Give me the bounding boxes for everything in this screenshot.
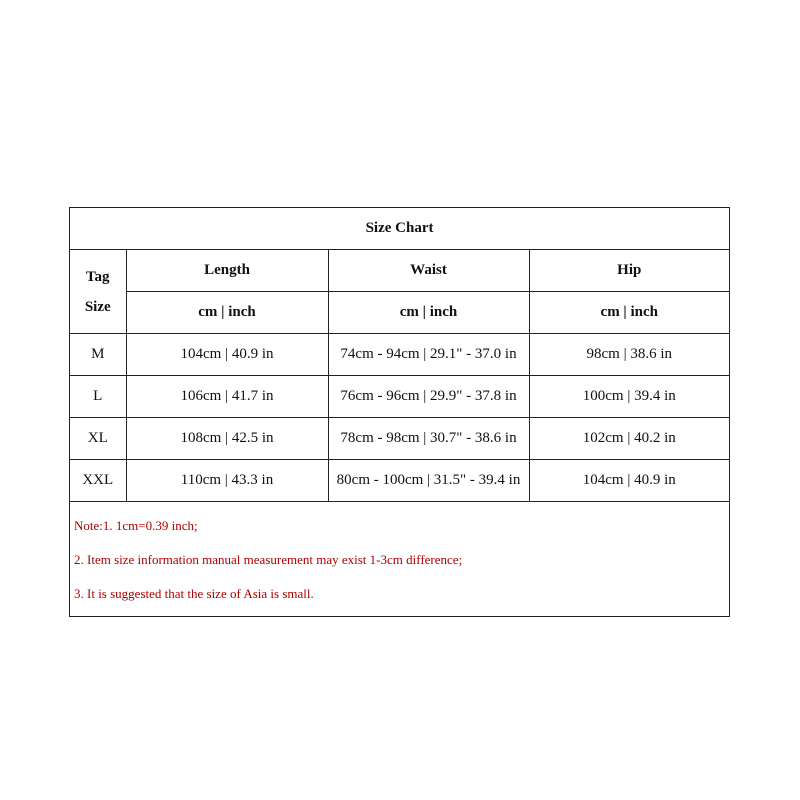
note-line-1: Note:1. 1cm=0.39 inch; bbox=[74, 518, 198, 533]
hip-cell: 100cm | 39.4 in bbox=[529, 376, 729, 418]
note-line-2: 2. Item size information manual measurement may exist 1-3cm difference; bbox=[74, 552, 463, 567]
table-row bbox=[70, 418, 729, 460]
length-cell: 104cm | 40.9 in bbox=[126, 334, 328, 376]
size-chart bbox=[69, 207, 730, 617]
size-table bbox=[70, 208, 729, 502]
table-row bbox=[70, 460, 729, 502]
note-line-3: 3. It is suggested that the size of Asia is small. bbox=[74, 586, 314, 601]
size-cell: XL bbox=[70, 418, 126, 460]
length-cell: 110cm | 43.3 in bbox=[126, 460, 328, 502]
header-row bbox=[70, 250, 729, 292]
waist-cell: 74cm - 94cm | 29.1" - 37.0 in bbox=[328, 334, 529, 376]
size-cell: M bbox=[70, 334, 126, 376]
column-header-length: Length bbox=[126, 250, 328, 292]
chart-title: Size Chart bbox=[70, 208, 729, 250]
size-cell: L bbox=[70, 376, 126, 418]
unit-label-hip: cm | inch bbox=[529, 292, 729, 334]
tag-size-header bbox=[70, 250, 126, 334]
unit-label-length: cm | inch bbox=[126, 292, 328, 334]
column-header-hip: Hip bbox=[529, 250, 729, 292]
hip-cell: 98cm | 38.6 in bbox=[529, 334, 729, 376]
size-cell: XXL bbox=[70, 460, 126, 502]
column-header-waist: Waist bbox=[328, 250, 529, 292]
tag-header-line2: Size bbox=[84, 298, 111, 315]
table-row bbox=[70, 376, 729, 418]
length-cell: 108cm | 42.5 in bbox=[126, 418, 328, 460]
waist-cell: 80cm - 100cm | 31.5" - 39.4 in bbox=[328, 460, 529, 502]
hip-cell: 104cm | 40.9 in bbox=[529, 460, 729, 502]
hip-cell: 102cm | 40.2 in bbox=[529, 418, 729, 460]
unit-row bbox=[70, 292, 729, 334]
table-row bbox=[70, 334, 729, 376]
tag-header-line1: Tag bbox=[85, 268, 110, 285]
title-row bbox=[70, 208, 729, 250]
unit-label-waist: cm | inch bbox=[328, 292, 529, 334]
length-cell: 106cm | 41.7 in bbox=[126, 376, 328, 418]
waist-cell: 76cm - 96cm | 29.9" - 37.8 in bbox=[328, 376, 529, 418]
waist-cell: 78cm - 98cm | 30.7" - 38.6 in bbox=[328, 418, 529, 460]
